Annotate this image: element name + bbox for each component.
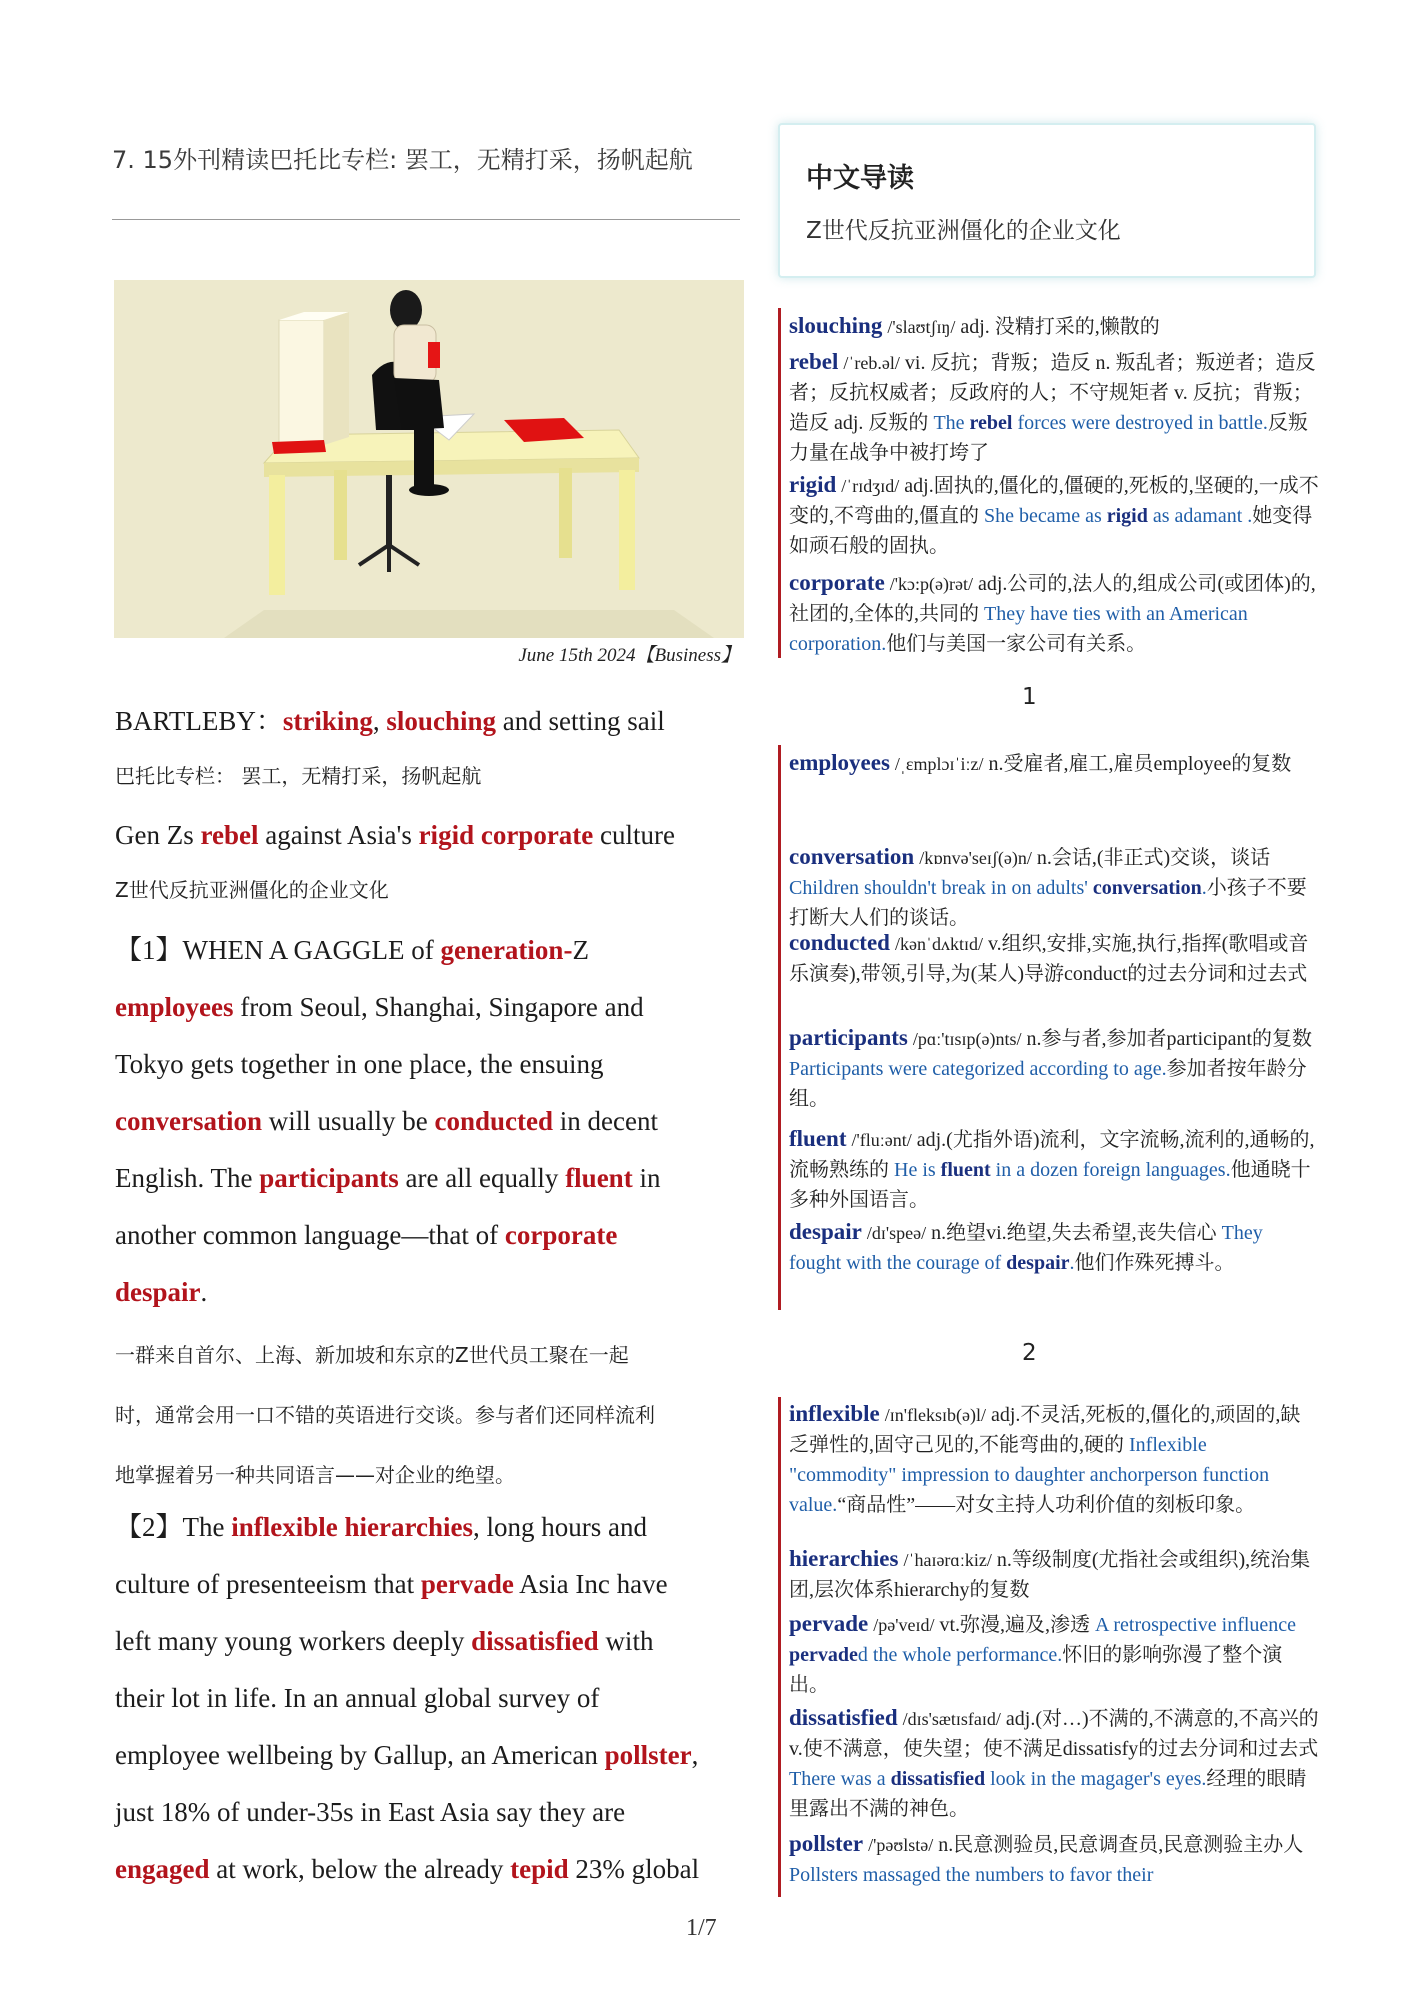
headline-keyword: slouching xyxy=(386,706,496,736)
vocab-entry xyxy=(789,928,1319,989)
p2-keyword: pollster xyxy=(604,1740,692,1770)
image-caption: June 15th 2024【Business】 xyxy=(518,645,740,666)
headline-keyword: striking xyxy=(282,706,373,736)
p1-keyword: corporate xyxy=(504,1220,618,1250)
vocab-example-translation: 他们作殊死搏斗。 xyxy=(1074,1252,1235,1274)
vocab-group-bar xyxy=(778,308,781,658)
title-divider xyxy=(112,219,740,220)
vocab-entry xyxy=(789,347,1319,468)
vocab-entry xyxy=(789,1703,1319,1824)
vocab-phonetic: /ˈhaɪərɑːkiz/ xyxy=(903,1550,992,1570)
vocab-example: . xyxy=(1201,877,1207,899)
vocab-word: slouching xyxy=(789,313,883,338)
vocab-example: There was a xyxy=(789,1768,891,1790)
vocab-group-bar xyxy=(778,745,781,1310)
vocab-phonetic: /kənˈdʌktɪd/ xyxy=(894,934,983,954)
vocab-entry xyxy=(789,470,1319,561)
p2-text: at work, below the already xyxy=(209,1854,511,1884)
p1-line xyxy=(115,1275,207,1309)
vocab-definition: vi. 反抗；背叛；造反 n. 叛乱者；叛逆者；造反者；反抗权威者；反政府的人；不守规矩者 v. 反抗；背叛；造反 adj. 反叛的 xyxy=(789,352,1316,434)
vocab-phonetic: /'fluːənt/ xyxy=(851,1130,912,1150)
vocab-example: They fought with the courage of xyxy=(789,1222,1263,1274)
p1-text: 【1】WHEN A GAGGLE of xyxy=(115,935,441,965)
vocab-phonetic: /dɪs'sætɪsfaɪd/ xyxy=(902,1709,1001,1729)
vocab-example-keyword: fluent xyxy=(940,1159,991,1181)
vocab-example: Participants were categorized according to age. xyxy=(789,1058,1167,1080)
vocab-phonetic: /'pəʊlstə/ xyxy=(868,1835,934,1855)
vocab-entry xyxy=(789,1829,1319,1890)
page-marker: 2 xyxy=(1022,1340,1037,1366)
vocab-phonetic: /pɑː'tɪsɪp(ə)nts/ xyxy=(912,1029,1022,1049)
vocab-example-keyword: rebel xyxy=(969,412,1013,434)
article-headline xyxy=(115,704,665,738)
vocab-definition: adj.公司的,法人的,组成公司(或团体)的,社团的,全体的,共同的 xyxy=(789,573,1316,625)
page-marker: 1 xyxy=(1022,684,1037,710)
p2-text: left many young workers deeply xyxy=(115,1626,472,1656)
vocab-entry xyxy=(789,311,1319,342)
page-number: 1/7 xyxy=(686,1915,717,1941)
article-illustration xyxy=(114,280,744,638)
p2-line xyxy=(115,1738,698,1772)
p2-line xyxy=(115,1624,653,1658)
vocab-word: conversation xyxy=(789,844,915,869)
p1-keyword: fluent xyxy=(565,1163,633,1193)
guide-title: 中文导读 xyxy=(806,163,914,194)
vocab-example-translation: 参加者按年龄分组。 xyxy=(789,1058,1307,1110)
vocab-example: He is xyxy=(894,1159,941,1181)
p1-keyword: participants xyxy=(259,1163,399,1193)
article-subheading xyxy=(115,818,675,852)
p2-text: culture of presenteeism that xyxy=(115,1569,421,1599)
vocab-definition: n.绝望vi.绝望,失去希望,丧失信心 xyxy=(926,1222,1222,1244)
vocab-word: conducted xyxy=(789,930,890,955)
headline-sep: , xyxy=(372,706,387,736)
p2-line: their lot in life. In an annual global survey of xyxy=(115,1683,600,1713)
vocab-word: fluent xyxy=(789,1126,847,1151)
p1-translation-line: 一群来自首尔、上海、新加坡和东京的Z世代员工聚在一起 xyxy=(115,1343,629,1367)
vocab-example: forces were destroyed in battle. xyxy=(1012,412,1268,434)
vocab-example: Pollsters massaged the numbers to favor their xyxy=(789,1864,1154,1886)
vocab-word: dissatisfied xyxy=(789,1705,898,1730)
vocab-definition: adj. 没精打采的,懒散的 xyxy=(955,316,1160,338)
p1-translation-line: 地掌握着另一种共同语言——对企业的绝望。 xyxy=(115,1463,515,1487)
p2-line xyxy=(115,1567,668,1601)
vocab-example-keyword: pervade xyxy=(789,1644,858,1666)
p1-text: will usually be xyxy=(261,1106,435,1136)
vocab-example-translation: 他通晓十多种外国语言。 xyxy=(789,1159,1311,1211)
vocab-phonetic: /'kɔ:p(ə)rət/ xyxy=(889,574,973,594)
p1-text: . xyxy=(200,1277,208,1307)
vocab-example-keyword: rigid xyxy=(1106,505,1148,527)
p1-line: Tokyo gets together in one place, the ensuing xyxy=(115,1049,604,1079)
vocab-definition: n.参与者,参加者participant的复数 xyxy=(1021,1028,1313,1050)
headline-prefix: BARTLEBY： xyxy=(115,706,283,736)
p1-text: from Seoul, Shanghai, Singapore and xyxy=(233,992,644,1022)
vocab-entry xyxy=(789,1023,1319,1114)
vocab-example-keyword: despair xyxy=(1006,1252,1070,1274)
p1-text: another common language—that of xyxy=(115,1220,505,1250)
vocab-example-translation: 他们与美国一家公司有关系。 xyxy=(886,633,1147,655)
p1-text: are all equally xyxy=(398,1163,566,1193)
vocab-definition: n.民意测验员,民意调查员,民意测验主办人 xyxy=(933,1834,1304,1856)
vocab-example: d the whole performance. xyxy=(857,1644,1063,1666)
p2-text: , xyxy=(691,1740,699,1770)
p1-line xyxy=(115,1218,617,1252)
p1-line xyxy=(115,1161,660,1195)
vocab-example-translation: “商品性”——对女主持人功利价值的刻板印象。 xyxy=(837,1494,1256,1516)
vocab-word: rigid xyxy=(789,472,837,497)
vocab-definition: n.等级制度(尤指社会或组织),统治集团,层次体系hierarchy的复数 xyxy=(789,1549,1311,1601)
vocab-example: She became as xyxy=(984,505,1107,527)
p2-keyword: tepid xyxy=(510,1854,569,1884)
p1-translation-line: 时，通常会用一口不错的英语进行交谈。参与者们还同样流利 xyxy=(115,1403,655,1427)
vocab-definition: adj.(尤指外语)流利，文字流畅,流利的,通畅的,流畅熟练的 xyxy=(789,1129,1315,1181)
vocab-definition: n.受雇者,雇工,雇员employee的复数 xyxy=(983,753,1292,775)
p2-line xyxy=(115,1510,647,1544)
p2-text: 23% global xyxy=(568,1854,700,1884)
vocab-phonetic: /ˈrɪdʒɪd/ xyxy=(841,476,900,496)
p1-text: English. The xyxy=(115,1163,260,1193)
vocab-example: A retrospective influence xyxy=(1095,1614,1297,1636)
vocab-phonetic: /ˈreb.əl/ xyxy=(843,353,900,373)
vocab-phonetic: /ˌɛmplɔɪˈiːz/ xyxy=(894,754,984,774)
subheading-keyword: rebel xyxy=(200,820,259,850)
vocab-word: employees xyxy=(789,750,890,775)
p2-text: Asia Inc have xyxy=(513,1569,668,1599)
vocab-example: look in the magager's eyes. xyxy=(985,1768,1207,1790)
vocab-example: Children shouldn't break in on adults' xyxy=(789,877,1093,899)
vocab-word: participants xyxy=(789,1025,908,1050)
vocab-entry xyxy=(789,842,1319,933)
p1-text: Z xyxy=(572,935,589,965)
vocab-example: . xyxy=(1069,1252,1075,1274)
p2-text: with xyxy=(598,1626,654,1656)
vocab-example: The xyxy=(933,412,970,434)
vocab-entry xyxy=(789,748,1319,779)
office-worker-illustration xyxy=(114,280,744,638)
vocab-phonetic: /pə'veɪd/ xyxy=(873,1615,935,1635)
vocab-example: in a dozen foreign languages. xyxy=(990,1159,1231,1181)
vocab-phonetic: /kɒnvə'seɪʃ(ə)n/ xyxy=(919,848,1032,868)
p1-text: in decent xyxy=(552,1106,658,1136)
p1-line xyxy=(115,990,644,1024)
vocab-word: hierarchies xyxy=(789,1546,899,1571)
p1-line xyxy=(115,1104,658,1138)
vocab-word: corporate xyxy=(789,570,885,595)
vocab-example-keyword: conversation xyxy=(1092,877,1202,899)
subheading-text: culture xyxy=(593,820,675,850)
headline-translation: 巴托比专栏： 罢工，无精打采，扬帆起航 xyxy=(115,764,482,788)
vocab-definition: v.组织,安排,实施,执行,指挥(歌唱或音乐演奏),带领,引导,为(某人)导游conduct的过去分词和过去式 xyxy=(789,933,1309,985)
p1-keyword: conducted xyxy=(434,1106,553,1136)
vocab-group-bar xyxy=(778,1397,781,1897)
p2-text: employee wellbeing by Gallup, an American xyxy=(115,1740,605,1770)
vocab-example: Inflexible "commodity" impression to daughter anchorperson function value. xyxy=(789,1434,1270,1516)
vocab-phonetic: /ɪn'fleksɪb(ə)l/ xyxy=(884,1405,986,1425)
vocab-entry xyxy=(789,1399,1319,1520)
vocab-word: despair xyxy=(789,1219,862,1244)
headline-rest: and setting sail xyxy=(495,706,665,736)
vocab-word: inflexible xyxy=(789,1401,880,1426)
vocab-definition: adj.(对…)不满的,不满意的,不高兴的v.使不满意，使失望；使不满足dissatisfy的过去分词和过去式 xyxy=(789,1708,1319,1760)
vocab-example-keyword: dissatisfied xyxy=(890,1768,986,1790)
vocab-example-translation: 她变得如顽石般的固执。 xyxy=(789,505,1313,557)
p2-keyword: engaged xyxy=(115,1854,210,1884)
subheading-keyword: rigid corporate xyxy=(418,820,594,850)
vocab-word: pervade xyxy=(789,1611,869,1636)
p2-text: , long hours and xyxy=(472,1512,647,1542)
vocab-entry xyxy=(789,1609,1319,1700)
vocab-definition: n.会话,(非正式)交谈，谈话 xyxy=(1031,847,1271,869)
p1-line xyxy=(115,933,589,967)
vocab-word: rebel xyxy=(789,349,839,374)
vocab-definition: adj.不灵活,死板的,僵化的,顽固的,缺乏弹性的,固守己见的,不能弯曲的,硬的 xyxy=(789,1404,1301,1456)
vocab-definition: vt.弥漫,遍及,渗透 xyxy=(934,1614,1096,1636)
vocab-example-translation: 反叛力量在战争中被打垮了 xyxy=(789,412,1308,464)
vocab-word: pollster xyxy=(789,1831,864,1856)
vocab-example: as adamant . xyxy=(1147,505,1253,527)
subheading-text: against Asia's xyxy=(258,820,419,850)
p1-keyword: employees xyxy=(115,992,234,1022)
vocab-entry xyxy=(789,1124,1319,1215)
guide-subtitle: Z世代反抗亚洲僵化的企业文化 xyxy=(806,218,1121,244)
vocab-entry xyxy=(789,1544,1319,1605)
subheading-text: Gen Zs xyxy=(115,820,201,850)
p2-keyword: inflexible hierarchies xyxy=(231,1512,473,1542)
page-title: 7. 15外刊精读巴托比专栏: 罢工，无精打采，扬帆起航 xyxy=(112,146,693,174)
vocab-entry xyxy=(789,1217,1319,1278)
p1-text: in xyxy=(632,1163,661,1193)
vocab-phonetic: /'slaʊtʃɪŋ/ xyxy=(887,317,956,337)
vocab-example-translation: 小孩子不要打断大人们的谈话。 xyxy=(789,877,1307,929)
vocab-definition: adj.固执的,僵化的,僵硬的,死板的,坚硬的,一成不变的,不弯曲的,僵直的 xyxy=(789,475,1319,527)
p1-keyword: generation- xyxy=(440,935,573,965)
p1-keyword: despair xyxy=(115,1277,201,1307)
p2-keyword: dissatisfied xyxy=(471,1626,599,1656)
p2-keyword: pervade xyxy=(420,1569,514,1599)
chinese-guide-box xyxy=(778,123,1316,278)
p2-line xyxy=(115,1852,699,1886)
vocab-entry xyxy=(789,568,1319,659)
vocab-phonetic: /dɪ'speə/ xyxy=(866,1223,927,1243)
vocab-example-translation: 怀旧的影响弥漫了整个演出。 xyxy=(789,1644,1283,1696)
vocab-example-translation: 经理的眼睛里露出不满的神色。 xyxy=(789,1768,1307,1820)
subheading-translation: Z世代反抗亚洲僵化的企业文化 xyxy=(115,878,389,902)
p1-keyword: conversation xyxy=(115,1106,262,1136)
p2-line: just 18% of under-35s in East Asia say they are xyxy=(115,1797,626,1827)
vocab-example: They have ties with an American corporation. xyxy=(789,603,1248,655)
p2-text: 【2】The xyxy=(115,1512,232,1542)
